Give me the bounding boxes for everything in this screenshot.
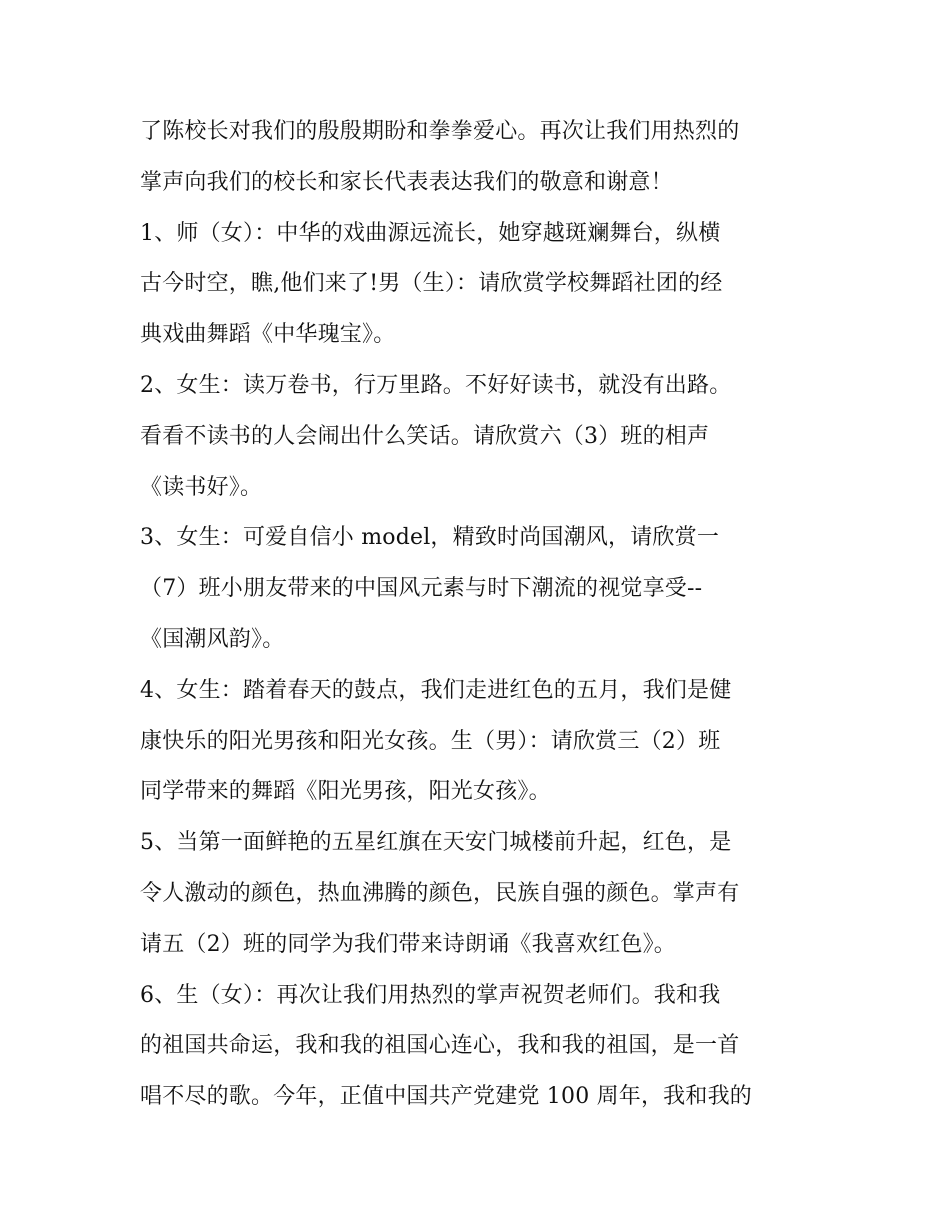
- text-line: 《国潮风韵》。: [140, 626, 285, 652]
- text-line: 掌声向我们的校长和家长代表表达我们的敬意和谢意！: [140, 169, 673, 195]
- text-line: 唱不尽的歌。今年，正值中国共产党建党 100 周年，我和我的: [140, 1084, 752, 1110]
- text-line: 5、当第一面鲜艳的五星红旗在天安门城楼前升起，红色，是: [140, 830, 732, 856]
- text-line: 古今时空，瞧,他们来了!男（生）：请欣赏学校舞蹈社团的经: [140, 271, 723, 297]
- text-line: 2、女生：读万卷书，行万里路。不好好读书，就没有出路。: [140, 372, 732, 398]
- text-line: 看看不读书的人会闹出什么笑话。请欣赏六（3）班的相声: [140, 423, 710, 449]
- text-line: 令人激动的颜色，热血沸腾的颜色，民族自强的颜色。掌声有: [140, 880, 740, 906]
- text-line: 6、生（女）：再次让我们用热烈的掌声祝贺老师们。我和我: [140, 982, 721, 1008]
- document-body: [140, 107, 820, 1123]
- text-line: 康快乐的阳光男孩和阳光女孩。生（男）：请欣赏三（2）班: [140, 728, 721, 754]
- text-line: 1、师（女）：中华的戏曲源远流长，她穿越斑斓舞台，纵横: [140, 220, 721, 246]
- text-line: （7）班小朋友带来的中国风元素与时下潮流的视觉享受--: [140, 576, 703, 602]
- text-line: 3、女生：可爱自信小 model，精致时尚国潮风，请欣赏一: [140, 525, 720, 551]
- text-line: 4、女生：踏着春天的鼓点，我们走进红色的五月，我们是健: [140, 677, 732, 703]
- text-line: 了陈校长对我们的殷殷期盼和拳拳爱心。再次让我们用热烈的: [140, 119, 740, 144]
- text-line: 请五（2）班的同学为我们带来诗朗诵《我喜欢红色》。: [140, 931, 676, 957]
- text-line: 同学带来的舞蹈《阳光男孩，阳光女孩》。: [140, 779, 551, 805]
- text-line: 典戏曲舞蹈《中华瑰宝》。: [140, 322, 396, 348]
- text-line: 《读书好》。: [140, 474, 263, 500]
- text-line: 的祖国共命运，我和我的祖国心连心，我和我的祖国，是一首: [140, 1033, 740, 1059]
